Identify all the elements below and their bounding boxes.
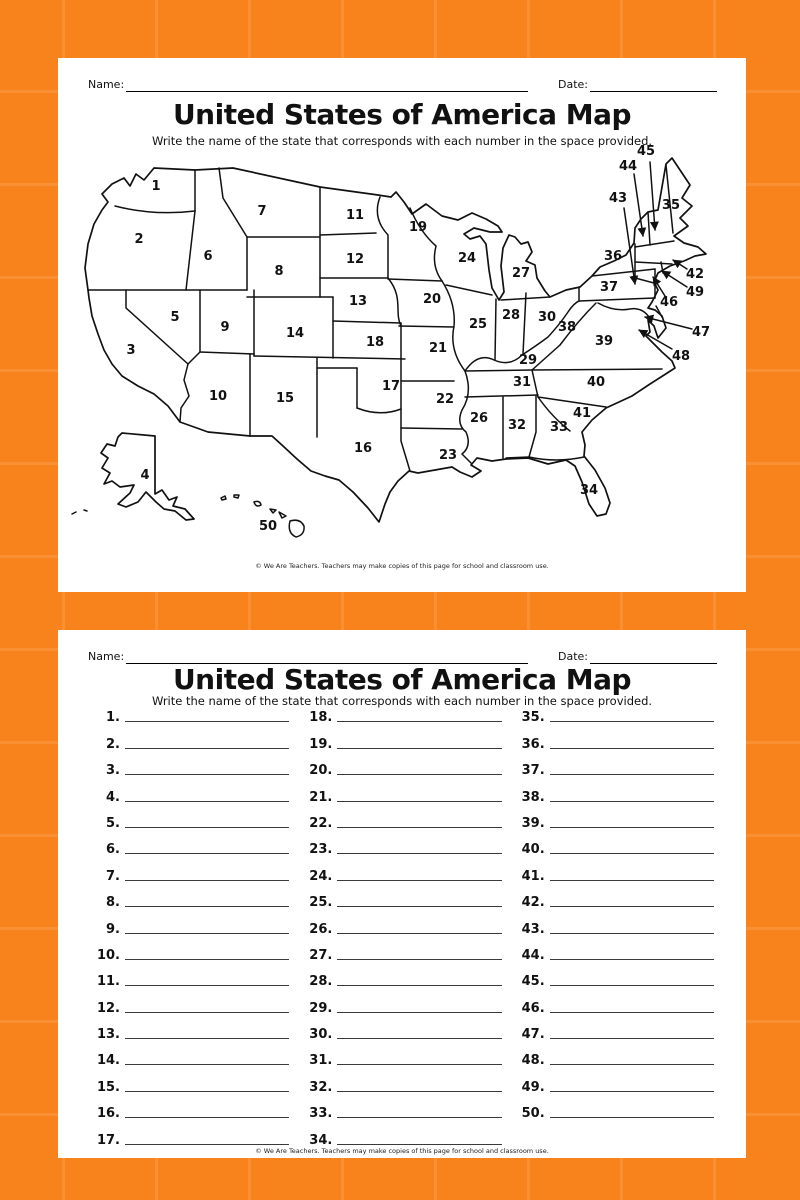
arrow-for-49 xyxy=(662,271,687,287)
item-number: 50. xyxy=(521,1106,545,1122)
list-item xyxy=(521,1043,714,1069)
item-number: 28. xyxy=(309,974,333,990)
item-number: 22. xyxy=(309,815,333,831)
map-number-6: 6 xyxy=(203,249,213,264)
map-number-19: 19 xyxy=(408,220,428,235)
map-number-4: 4 xyxy=(140,468,150,483)
map-number-46: 46 xyxy=(659,295,679,310)
item-number: 35. xyxy=(521,710,545,726)
item-blank-line xyxy=(125,949,289,960)
list-item xyxy=(308,726,501,752)
item-number: 26. xyxy=(309,921,333,937)
item-number: 42. xyxy=(521,895,545,911)
list-item xyxy=(521,911,714,937)
map-number-2: 2 xyxy=(134,232,144,247)
copyright: © We Are Teachers. Teachers may make copies of this page for school and classroom use. xyxy=(255,562,549,570)
worksheet-page-map xyxy=(58,58,746,592)
list-item xyxy=(308,832,501,858)
list-item xyxy=(521,964,714,990)
item-number: 45. xyxy=(521,974,545,990)
item-blank-line xyxy=(125,975,289,986)
list-item xyxy=(96,964,289,990)
list-item xyxy=(96,1122,289,1148)
item-blank-line xyxy=(125,1081,289,1092)
item-blank-line xyxy=(337,1002,501,1013)
list-item xyxy=(96,911,289,937)
item-number: 18. xyxy=(309,710,333,726)
list-item xyxy=(308,1069,501,1095)
list-item xyxy=(96,1017,289,1043)
name-blank-line xyxy=(126,79,528,92)
item-blank-line xyxy=(337,870,501,881)
item-number: 6. xyxy=(106,842,120,858)
item-blank-line xyxy=(125,738,289,749)
item-blank-line xyxy=(550,764,714,775)
item-blank-line xyxy=(550,1028,714,1039)
list-item xyxy=(308,1017,501,1043)
item-number: 2. xyxy=(106,736,120,752)
item-number: 15. xyxy=(96,1079,120,1095)
map-number-11: 11 xyxy=(345,208,365,223)
copyright: © We Are Teachers. Teachers may make copies of this page for school and classroom use. xyxy=(255,1147,549,1155)
item-number: 34. xyxy=(309,1132,333,1148)
item-number: 48. xyxy=(521,1053,545,1069)
page-title: United States of America Map xyxy=(172,663,632,696)
item-number: 23. xyxy=(309,842,333,858)
answer-column xyxy=(96,700,289,1149)
item-blank-line xyxy=(337,817,501,828)
map-number-20: 20 xyxy=(422,292,442,307)
answer-list xyxy=(96,700,714,1149)
list-item xyxy=(521,1096,714,1122)
item-blank-line xyxy=(550,923,714,934)
list-item xyxy=(521,938,714,964)
item-number: 47. xyxy=(521,1027,545,1043)
item-blank-line xyxy=(337,923,501,934)
item-blank-line xyxy=(337,791,501,802)
map-number-25: 25 xyxy=(468,317,488,332)
map-number-27: 27 xyxy=(511,266,531,281)
list-item xyxy=(521,806,714,832)
answer-column xyxy=(521,700,714,1149)
item-number: 1. xyxy=(106,710,120,726)
map-number-44: 44 xyxy=(618,159,638,174)
map-number-33: 33 xyxy=(549,420,569,435)
item-blank-line xyxy=(125,1134,289,1145)
item-blank-line xyxy=(337,1054,501,1065)
item-blank-line xyxy=(337,1081,501,1092)
item-number: 4. xyxy=(106,789,120,805)
date-blank-line xyxy=(590,79,717,92)
list-item xyxy=(521,990,714,1016)
list-item xyxy=(96,1043,289,1069)
list-item xyxy=(96,990,289,1016)
map-number-32: 32 xyxy=(507,418,527,433)
list-item xyxy=(308,858,501,884)
item-blank-line xyxy=(125,1107,289,1118)
list-item xyxy=(308,938,501,964)
map-number-47: 47 xyxy=(691,325,711,340)
map-number-1: 1 xyxy=(151,179,161,194)
item-number: 36. xyxy=(521,736,545,752)
item-blank-line xyxy=(337,1107,501,1118)
map-number-38: 38 xyxy=(557,320,577,335)
item-blank-line xyxy=(550,870,714,881)
name-label: Name: xyxy=(88,650,125,663)
map-number-34: 34 xyxy=(579,483,599,498)
item-blank-line xyxy=(125,843,289,854)
item-number: 21. xyxy=(309,789,333,805)
item-blank-line xyxy=(550,1054,714,1065)
item-number: 12. xyxy=(96,1000,120,1016)
item-blank-line xyxy=(550,791,714,802)
list-item xyxy=(308,964,501,990)
list-item xyxy=(96,779,289,805)
item-blank-line xyxy=(550,896,714,907)
date-label: Date: xyxy=(558,78,588,91)
map-number-45: 45 xyxy=(636,144,656,159)
name-date-header xyxy=(88,650,717,664)
map-number-50: 50 xyxy=(258,519,278,534)
list-item xyxy=(308,806,501,832)
list-item xyxy=(96,858,289,884)
list-item xyxy=(308,700,501,726)
map-number-17: 17 xyxy=(381,379,401,394)
page-instructions: Write the name of the state that corresponds with each number in the space provided. xyxy=(151,134,653,148)
date-label: Date: xyxy=(558,650,588,663)
item-number: 39. xyxy=(521,815,545,831)
map-number-22: 22 xyxy=(435,392,455,407)
list-item xyxy=(521,832,714,858)
item-blank-line xyxy=(337,975,501,986)
item-number: 49. xyxy=(521,1079,545,1095)
list-item xyxy=(521,726,714,752)
map-number-29: 29 xyxy=(518,353,538,368)
name-label: Name: xyxy=(88,78,125,91)
item-number: 25. xyxy=(309,895,333,911)
item-blank-line xyxy=(550,1107,714,1118)
answer-column xyxy=(308,700,501,1149)
map-number-23: 23 xyxy=(438,448,458,463)
list-item xyxy=(96,726,289,752)
map-number-41: 41 xyxy=(572,406,592,421)
item-number: 10. xyxy=(96,947,120,963)
item-blank-line xyxy=(125,896,289,907)
list-item xyxy=(308,990,501,1016)
item-blank-line xyxy=(125,923,289,934)
map-number-28: 28 xyxy=(501,308,521,323)
item-blank-line xyxy=(550,1081,714,1092)
item-blank-line xyxy=(125,711,289,722)
item-number: 11. xyxy=(96,974,120,990)
item-number: 38. xyxy=(521,789,545,805)
list-item xyxy=(96,885,289,911)
map-number-43: 43 xyxy=(608,191,628,206)
list-item xyxy=(521,858,714,884)
list-item xyxy=(308,1122,501,1148)
item-blank-line xyxy=(337,711,501,722)
map-number-37: 37 xyxy=(599,280,619,295)
item-blank-line xyxy=(550,843,714,854)
item-number: 31. xyxy=(309,1053,333,1069)
item-blank-line xyxy=(125,764,289,775)
list-item xyxy=(308,1043,501,1069)
map-number-13: 13 xyxy=(348,294,368,309)
list-item xyxy=(521,1069,714,1095)
list-item xyxy=(96,700,289,726)
map-number-36: 36 xyxy=(603,249,623,264)
list-item xyxy=(308,885,501,911)
map-number-18: 18 xyxy=(365,335,385,350)
map-number-30: 30 xyxy=(537,310,557,325)
map-number-16: 16 xyxy=(353,441,373,456)
item-number: 30. xyxy=(309,1027,333,1043)
item-blank-line xyxy=(337,764,501,775)
item-blank-line xyxy=(125,1028,289,1039)
item-blank-line xyxy=(337,738,501,749)
name-date-header xyxy=(88,78,717,92)
item-blank-line xyxy=(337,1028,501,1039)
item-blank-line xyxy=(337,1134,501,1145)
map-number-14: 14 xyxy=(285,326,305,341)
item-blank-line xyxy=(550,975,714,986)
list-item xyxy=(96,1069,289,1095)
item-blank-line xyxy=(337,949,501,960)
list-item xyxy=(96,1096,289,1122)
item-number: 16. xyxy=(96,1106,120,1122)
map-number-35: 35 xyxy=(661,198,681,213)
item-blank-line xyxy=(337,843,501,854)
list-item xyxy=(308,753,501,779)
map-number-42: 42 xyxy=(685,267,705,282)
map-number-15: 15 xyxy=(275,391,295,406)
list-item xyxy=(521,753,714,779)
map-number-39: 39 xyxy=(594,334,614,349)
list-item xyxy=(308,911,501,937)
map-number-49: 49 xyxy=(685,285,705,300)
list-item xyxy=(521,700,714,726)
map-number-24: 24 xyxy=(457,251,477,266)
item-blank-line xyxy=(337,896,501,907)
list-item xyxy=(96,753,289,779)
map-number-5: 5 xyxy=(170,310,180,325)
aleutian-islands xyxy=(72,510,87,514)
map-number-7: 7 xyxy=(257,204,267,219)
item-number: 8. xyxy=(106,895,120,911)
item-number: 40. xyxy=(521,842,545,858)
item-number: 3. xyxy=(106,763,120,779)
map-number-26: 26 xyxy=(469,411,489,426)
item-number: 27. xyxy=(309,947,333,963)
item-number: 37. xyxy=(521,763,545,779)
list-item xyxy=(96,938,289,964)
item-number: 33. xyxy=(309,1106,333,1122)
item-number: 43. xyxy=(521,921,545,937)
item-blank-line xyxy=(125,791,289,802)
item-number: 17. xyxy=(96,1132,120,1148)
map-number-9: 9 xyxy=(220,320,230,335)
item-blank-line xyxy=(550,711,714,722)
page-title: United States of America Map xyxy=(172,98,632,131)
item-number: 5. xyxy=(106,815,120,831)
map-number-48: 48 xyxy=(671,349,691,364)
list-item xyxy=(96,806,289,832)
item-number: 32. xyxy=(309,1079,333,1095)
map-number-40: 40 xyxy=(586,375,606,390)
list-item xyxy=(96,832,289,858)
item-number: 13. xyxy=(96,1027,120,1043)
list-item xyxy=(521,779,714,805)
item-number: 41. xyxy=(521,868,545,884)
item-number: 24. xyxy=(309,868,333,884)
list-item xyxy=(521,1017,714,1043)
list-item xyxy=(308,779,501,805)
item-number: 7. xyxy=(106,868,120,884)
worksheet-page-answers xyxy=(58,630,746,1158)
item-number: 19. xyxy=(309,736,333,752)
map-number-12: 12 xyxy=(345,252,365,267)
item-number: 29. xyxy=(309,1000,333,1016)
item-number: 9. xyxy=(106,921,120,937)
item-blank-line xyxy=(550,817,714,828)
item-number: 44. xyxy=(521,947,545,963)
map-number-21: 21 xyxy=(428,341,448,356)
list-item xyxy=(308,1096,501,1122)
map-number-10: 10 xyxy=(208,389,228,404)
page-instructions: Write the name of the state that corresponds with each number in the space provided. xyxy=(151,694,653,708)
item-number: 20. xyxy=(309,763,333,779)
map-number-31: 31 xyxy=(512,375,532,390)
item-blank-line xyxy=(125,1054,289,1065)
list-item xyxy=(521,885,714,911)
item-blank-line xyxy=(550,949,714,960)
item-blank-line xyxy=(125,817,289,828)
map-number-3: 3 xyxy=(126,343,136,358)
item-number: 46. xyxy=(521,1000,545,1016)
item-blank-line xyxy=(550,738,714,749)
item-blank-line xyxy=(550,1002,714,1013)
item-number: 14. xyxy=(96,1053,120,1069)
item-blank-line xyxy=(125,1002,289,1013)
map-number-8: 8 xyxy=(274,264,284,279)
us-map xyxy=(58,140,746,592)
item-blank-line xyxy=(125,870,289,881)
